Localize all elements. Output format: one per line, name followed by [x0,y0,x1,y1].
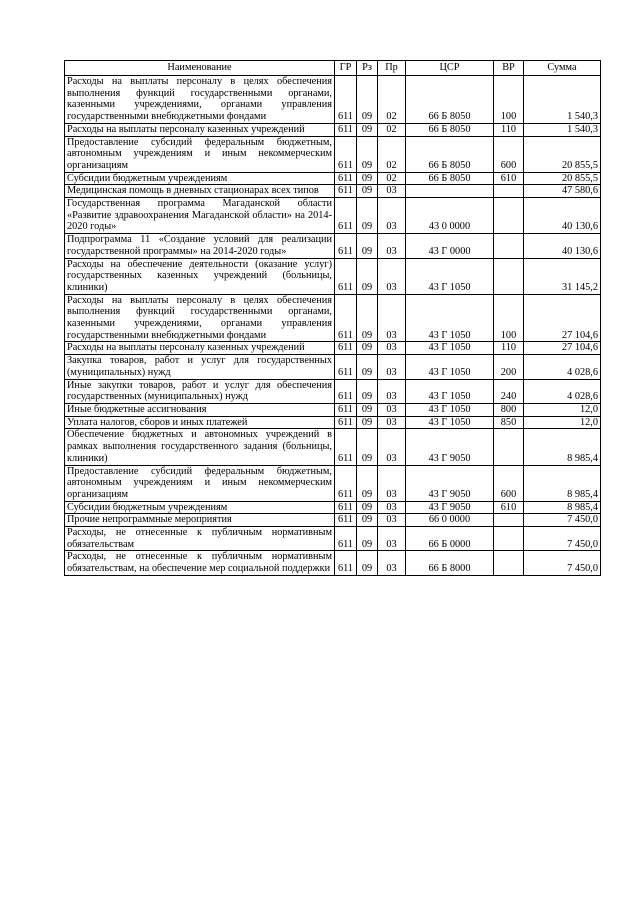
cell-vr: 800 [494,403,524,416]
cell-pr: 03 [378,429,406,465]
cell-vr: 850 [494,416,524,429]
cell-name: Расходы, не отнесенные к публичным нормативным обязательствам, на обеспечение мер социальной поддержки [65,551,335,575]
cell-sum: 47 580,6 [524,185,601,198]
cell-gr: 611 [335,403,357,416]
cell-gr: 611 [335,185,357,198]
table-row [65,527,601,551]
cell-csr: 43 Г 1050 [406,355,494,379]
cell-pr: 02 [378,136,406,172]
cell-vr: 610 [494,172,524,185]
cell-csr: 43 Г 9050 [406,465,494,501]
cell-sum: 8 985,4 [524,429,601,465]
cell-rz: 09 [357,342,378,355]
col-header-name: Наименование [65,61,335,76]
cell-sum: 8 985,4 [524,465,601,501]
table-row [65,136,601,172]
cell-name: Государственная программа Магаданской области «Развитие здравоохранения Магаданской области» на 2014-2020 годы» [65,198,335,234]
cell-name: Субсидии бюджетным учреждениям [65,172,335,185]
cell-pr: 03 [378,234,406,258]
cell-pr: 03 [378,514,406,527]
cell-pr: 03 [378,501,406,514]
table-row [65,465,601,501]
cell-gr: 611 [335,514,357,527]
cell-name: Закупка товаров, работ и услуг для государственных (муниципальных) нужд [65,355,335,379]
cell-vr [494,429,524,465]
table-row [65,198,601,234]
cell-pr: 03 [378,185,406,198]
cell-pr: 03 [378,355,406,379]
cell-gr: 611 [335,172,357,185]
cell-csr: 66 Б 8050 [406,172,494,185]
cell-vr [494,185,524,198]
table-row [65,172,601,185]
cell-vr [494,514,524,527]
cell-name: Подпрограмма 11 «Создание условий для реализации государственной программы» на 2014-2020 годы» [65,234,335,258]
cell-pr: 03 [378,379,406,403]
cell-gr: 611 [335,258,357,294]
cell-sum: 27 104,6 [524,294,601,342]
table-row [65,294,601,342]
cell-sum: 1 540,3 [524,76,601,124]
cell-csr: 43 Г 9050 [406,501,494,514]
cell-pr: 03 [378,258,406,294]
cell-name: Расходы на выплаты персоналу в целях обеспечения выполнения функций государственными органами, казенными учреждениями, органами управления государственными внебюджетными фондами [65,294,335,342]
cell-pr: 03 [378,416,406,429]
table-row [65,234,601,258]
table-body [65,76,601,576]
col-header-vr: ВР [494,61,524,76]
cell-vr: 240 [494,379,524,403]
cell-gr: 611 [335,416,357,429]
cell-rz: 09 [357,514,378,527]
cell-rz: 09 [357,379,378,403]
cell-sum: 40 130,6 [524,234,601,258]
cell-pr: 02 [378,123,406,136]
cell-gr: 611 [335,355,357,379]
cell-vr: 100 [494,294,524,342]
cell-csr: 43 Г 9050 [406,429,494,465]
cell-vr: 110 [494,123,524,136]
cell-rz: 09 [357,185,378,198]
cell-vr [494,198,524,234]
cell-name: Расходы на обеспечение деятельности (оказание услуг) государственных казенных учреждений (больницы, клиники) [65,258,335,294]
table-header-row [65,61,601,76]
cell-vr [494,551,524,575]
cell-name: Иные бюджетные ассигнования [65,403,335,416]
cell-vr: 600 [494,136,524,172]
cell-rz: 09 [357,429,378,465]
cell-csr [406,185,494,198]
cell-sum: 12,0 [524,403,601,416]
cell-name: Расходы на выплаты персоналу казенных учреждений [65,123,335,136]
cell-vr: 100 [494,76,524,124]
cell-sum: 7 450,0 [524,514,601,527]
cell-sum: 20 855,5 [524,136,601,172]
cell-csr: 66 0 0000 [406,514,494,527]
cell-vr: 610 [494,501,524,514]
cell-sum: 12,0 [524,416,601,429]
table-row [65,501,601,514]
cell-vr: 110 [494,342,524,355]
table-row [65,76,601,124]
cell-csr: 43 Г 1050 [406,258,494,294]
cell-name: Предоставление субсидий федеральным бюджетным, автономным учреждениям и иным некоммерческим организациям [65,136,335,172]
cell-rz: 09 [357,501,378,514]
cell-rz: 09 [357,465,378,501]
cell-csr: 66 Б 0000 [406,527,494,551]
cell-gr: 611 [335,76,357,124]
cell-rz: 09 [357,234,378,258]
cell-name: Расходы, не отнесенные к публичным нормативным обязательствам [65,527,335,551]
cell-vr: 200 [494,355,524,379]
table-row [65,429,601,465]
col-header-rz: Рз [357,61,378,76]
cell-name: Уплата налогов, сборов и иных платежей [65,416,335,429]
table-row [65,123,601,136]
table-row [65,185,601,198]
cell-name: Расходы на выплаты персоналу в целях обеспечения выполнения функций государственными органами, казенными учреждениями, органами управления государственными внебюджетными фондами [65,76,335,124]
table-row [65,342,601,355]
cell-gr: 611 [335,501,357,514]
cell-name: Прочие непрограммные мероприятия [65,514,335,527]
cell-name: Медицинская помощь в дневных стационарах всех типов [65,185,335,198]
cell-pr: 03 [378,294,406,342]
table-row [65,416,601,429]
cell-sum: 8 985,4 [524,501,601,514]
cell-gr: 611 [335,123,357,136]
cell-gr: 611 [335,294,357,342]
cell-vr [494,258,524,294]
cell-sum: 31 145,2 [524,258,601,294]
cell-pr: 02 [378,172,406,185]
cell-csr: 43 Г 1050 [406,403,494,416]
cell-gr: 611 [335,551,357,575]
cell-csr: 66 Б 8050 [406,123,494,136]
cell-vr: 600 [494,465,524,501]
cell-name: Расходы на выплаты персоналу казенных учреждений [65,342,335,355]
cell-pr: 03 [378,342,406,355]
cell-pr: 02 [378,76,406,124]
cell-vr [494,527,524,551]
cell-csr: 66 Б 8050 [406,136,494,172]
cell-gr: 611 [335,429,357,465]
cell-sum: 7 450,0 [524,551,601,575]
cell-rz: 09 [357,551,378,575]
table-row [65,551,601,575]
cell-csr: 43 Г 0000 [406,234,494,258]
cell-rz: 09 [357,355,378,379]
table-row [65,258,601,294]
cell-sum: 20 855,5 [524,172,601,185]
cell-csr: 43 0 0000 [406,198,494,234]
cell-csr: 66 Б 8050 [406,76,494,124]
cell-sum: 7 450,0 [524,527,601,551]
cell-rz: 09 [357,527,378,551]
cell-rz: 09 [357,294,378,342]
cell-csr: 43 Г 1050 [406,379,494,403]
cell-csr: 43 Г 1050 [406,294,494,342]
cell-csr: 43 Г 1050 [406,342,494,355]
col-header-gr: ГР [335,61,357,76]
cell-gr: 611 [335,198,357,234]
cell-sum: 4 028,6 [524,355,601,379]
cell-pr: 03 [378,403,406,416]
col-header-pr: Пр [378,61,406,76]
cell-rz: 09 [357,198,378,234]
cell-name: Субсидии бюджетным учреждениям [65,501,335,514]
cell-csr: 43 Г 1050 [406,416,494,429]
cell-rz: 09 [357,172,378,185]
budget-table [64,60,601,576]
cell-gr: 611 [335,465,357,501]
cell-gr: 611 [335,234,357,258]
cell-gr: 611 [335,379,357,403]
cell-rz: 09 [357,123,378,136]
cell-rz: 09 [357,403,378,416]
cell-csr: 66 Б 8000 [406,551,494,575]
cell-pr: 03 [378,198,406,234]
cell-rz: 09 [357,258,378,294]
cell-pr: 03 [378,465,406,501]
table-row [65,403,601,416]
cell-rz: 09 [357,76,378,124]
cell-name: Иные закупки товаров, работ и услуг для обеспечения государственных (муниципальных) нужд [65,379,335,403]
cell-sum: 1 540,3 [524,123,601,136]
cell-vr [494,234,524,258]
table-row [65,355,601,379]
cell-rz: 09 [357,416,378,429]
cell-gr: 611 [335,527,357,551]
cell-name: Обеспечение бюджетных и автономных учреждений в рамках выполнения государственного задания (больницы, клиники) [65,429,335,465]
col-header-csr: ЦСР [406,61,494,76]
cell-gr: 611 [335,136,357,172]
cell-sum: 4 028,6 [524,379,601,403]
cell-rz: 09 [357,136,378,172]
cell-pr: 03 [378,551,406,575]
table-row [65,514,601,527]
table-row [65,379,601,403]
col-header-sum: Сумма [524,61,601,76]
cell-sum: 27 104,6 [524,342,601,355]
cell-name: Предоставление субсидий федеральным бюджетным, автономным учреждениям и иным некоммерческим организациям [65,465,335,501]
cell-pr: 03 [378,527,406,551]
cell-sum: 40 130,6 [524,198,601,234]
cell-gr: 611 [335,342,357,355]
